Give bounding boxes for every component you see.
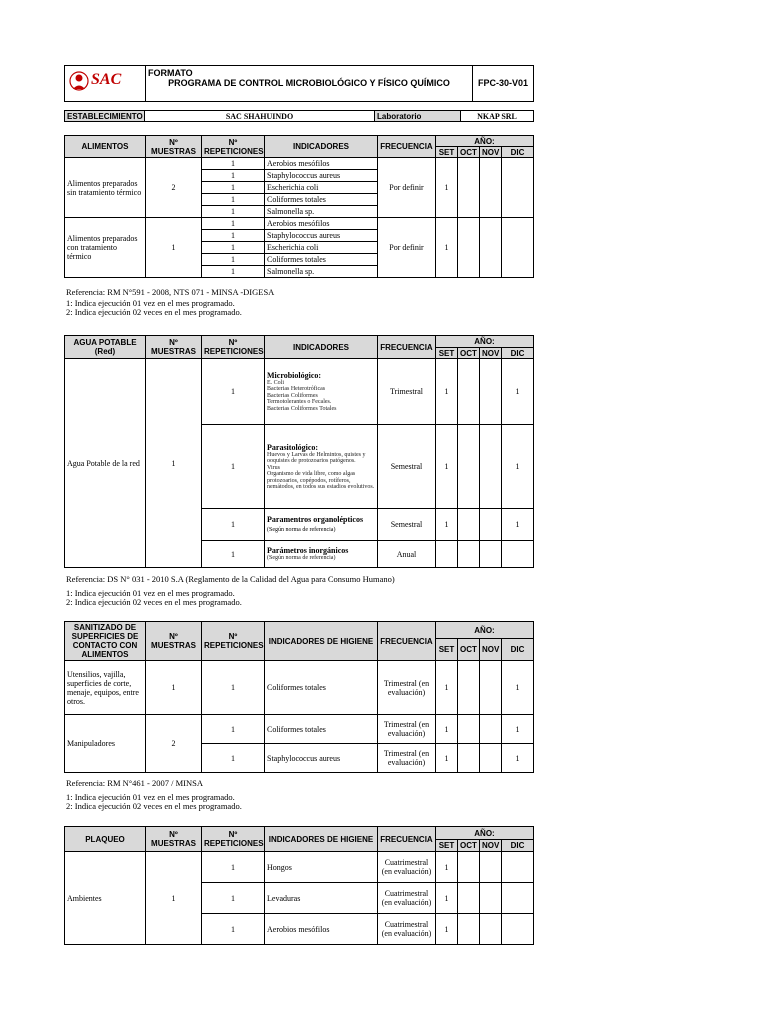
- col-alimentos: ALIMENTOS: [65, 136, 146, 158]
- rep-value: 1: [202, 242, 265, 254]
- set-value: 1: [436, 914, 458, 945]
- establecimiento-value: SAC SHAHUINDO: [145, 111, 375, 122]
- formato-label: FORMATO: [148, 68, 193, 78]
- muestras-value: 1: [146, 359, 202, 568]
- reference-2: Referencia: DS N° 031 - 2010 S.A (Reglamento de la Calidad del Agua para Consumo Humano): [66, 574, 395, 584]
- laboratorio-label: Laboratorio: [375, 111, 461, 122]
- month-set: SET: [436, 147, 458, 158]
- col-indicadores-higiene: INDICADORES DE HIGIENE: [265, 622, 378, 661]
- col-anio: AÑO:: [436, 827, 534, 840]
- indicator-title: Paramentros organolépticos: [267, 514, 364, 524]
- month-set: SET: [436, 840, 458, 852]
- indicator-title: Parámetros inorgánicos: [267, 546, 349, 556]
- logo-cell: [65, 66, 146, 102]
- indicator-title: Parasitológico:: [267, 442, 319, 452]
- indicator: Coliformes totales: [265, 661, 378, 715]
- month-set: SET: [436, 639, 458, 661]
- indicator: Aerobios mesófilos: [265, 218, 378, 230]
- set-value: 1: [436, 715, 458, 744]
- month-nov: NOV: [480, 639, 502, 661]
- month-oct: OCT: [458, 639, 480, 661]
- table-row: [65, 852, 534, 883]
- frecuencia-value: Trimestral: [378, 359, 436, 425]
- rep-value: 1: [202, 158, 265, 170]
- indicator: Escherichia coli: [265, 242, 378, 254]
- indicator: Escherichia coli: [265, 182, 378, 194]
- set-value: 1: [436, 852, 458, 883]
- indicator: Staphylococcus aureus: [265, 230, 378, 242]
- dic-value: [502, 541, 534, 568]
- laboratorio-value: NKAP SRL: [461, 111, 534, 122]
- col-indicadores: INDICADORES: [265, 336, 378, 359]
- muestras-value: 2: [146, 158, 202, 218]
- month-dic: DIC: [502, 147, 534, 158]
- rep-value: 1: [202, 206, 265, 218]
- group-name: Utensilios, vajilla, superficies de corte, menaje, equipos, entre otros.: [65, 661, 146, 715]
- col-muestras: Nº MUESTRAS: [146, 336, 202, 359]
- table-row: [65, 359, 534, 425]
- note-2: 2: Indica ejecución 02 veces en el mes programado.: [66, 307, 242, 317]
- sac-logo: [67, 67, 140, 98]
- indicator: Hongos: [265, 852, 378, 883]
- indicator: Coliformes totales: [265, 715, 378, 744]
- set-value: [436, 541, 458, 568]
- info-row: [64, 110, 534, 122]
- indicator: Levaduras: [265, 883, 378, 914]
- agua-potable-table: [64, 335, 534, 568]
- indicator: Coliformes totales: [265, 254, 378, 266]
- month-oct: OCT: [458, 840, 480, 852]
- frecuencia-value: Semestral: [378, 425, 436, 509]
- indicator: Salmonella sp.: [265, 206, 378, 218]
- sanitizado-table: [64, 621, 534, 773]
- col-anio: AÑO:: [436, 136, 534, 147]
- indicator-detail: (Según norma de referencia): [267, 526, 336, 533]
- group-name: Alimentos preparados sin tratamiento térmico: [65, 158, 146, 218]
- note-2: 2: Indica ejecución 02 veces en el mes programado.: [66, 597, 242, 607]
- set-value: 1: [436, 509, 458, 541]
- col-frecuencia: FRECUENCIA: [378, 136, 436, 158]
- group-name: Manipuladores: [65, 715, 146, 773]
- rep-value: 1: [202, 509, 265, 541]
- col-frecuencia: FRECUENCIA: [378, 336, 436, 359]
- col-plaqueo: PLAQUEO: [65, 827, 146, 852]
- group-name: Agua Potable de la red: [65, 359, 146, 568]
- frecuencia-value: Semestral: [378, 509, 436, 541]
- table-row: [65, 158, 534, 170]
- note-1: 1: Indica ejecución 01 vez en el mes programado.: [66, 588, 235, 598]
- table-row: [65, 715, 534, 744]
- dic-value: 1: [502, 744, 534, 773]
- rep-value: 1: [202, 883, 265, 914]
- reference-1: Referencia: RM N°591 - 2008, NTS 071 - MINSA -DIGESA: [66, 287, 275, 297]
- frecuencia-value: Trimestral (en evaluación): [378, 661, 436, 715]
- month-dic: DIC: [502, 840, 534, 852]
- set-value: 1: [436, 661, 458, 715]
- col-frecuencia: FRECUENCIA: [378, 622, 436, 661]
- frecuencia-value: Trimestral (en evaluación): [378, 744, 436, 773]
- set-value: 1: [436, 425, 458, 509]
- rep-value: 1: [202, 852, 265, 883]
- rep-value: 1: [202, 182, 265, 194]
- indicator-detail: (Según norma de referencia): [267, 555, 336, 562]
- dic-value: 1: [502, 359, 534, 425]
- frecuencia-value: Anual: [378, 541, 436, 568]
- indicator: Aerobios mesófilos: [265, 914, 378, 945]
- rep-value: 1: [202, 266, 265, 278]
- group-name: Alimentos preparados con tratamiento térmico: [65, 218, 146, 278]
- set-value: 1: [436, 883, 458, 914]
- col-indicadores: INDICADORES: [265, 136, 378, 158]
- rep-value: 1: [202, 170, 265, 182]
- rep-value: 1: [202, 715, 265, 744]
- indicator: Salmonella sp.: [265, 266, 378, 278]
- logo-text: SAC: [91, 71, 122, 88]
- col-sanitizado: SANITIZADO DE SUPERFICIES DE CONTACTO CON ALIMENTOS: [65, 622, 146, 661]
- col-anio: AÑO:: [436, 622, 534, 639]
- col-repeticiones: Nº REPETICIONES: [202, 827, 265, 852]
- rep-value: 1: [202, 218, 265, 230]
- muestras-value: 2: [146, 715, 202, 773]
- reference-3: Referencia: RM N°461 - 2007 / MINSA: [66, 778, 204, 788]
- col-frecuencia: FRECUENCIA: [378, 827, 436, 852]
- col-indicadores-higiene: INDICADORES DE HIGIENE: [265, 827, 378, 852]
- dic-value: 1: [502, 661, 534, 715]
- document-code: FPC-30-V01: [473, 66, 534, 102]
- rep-value: 1: [202, 254, 265, 266]
- rep-value: 1: [202, 194, 265, 206]
- muestras-value: 1: [146, 852, 202, 945]
- frecuencia-value: Trimestral (en evaluación): [378, 715, 436, 744]
- muestras-value: 1: [146, 661, 202, 715]
- rep-value: 1: [202, 359, 265, 425]
- col-anio: AÑO:: [436, 336, 534, 348]
- indicator: Staphylococcus aureus: [265, 170, 378, 182]
- month-oct: OCT: [458, 147, 480, 158]
- rep-value: 1: [202, 425, 265, 509]
- note-2: 2: Indica ejecución 02 veces en el mes programado.: [66, 801, 242, 811]
- dic-value: 1: [502, 715, 534, 744]
- indicator: Coliformes totales: [265, 194, 378, 206]
- dic-value: 1: [502, 425, 534, 509]
- set-value: 1: [436, 158, 458, 218]
- col-muestras: Nº MUESTRAS: [146, 622, 202, 661]
- rep-value: 1: [202, 661, 265, 715]
- col-repeticiones: Nº REPETICIONES: [202, 622, 265, 661]
- month-set: SET: [436, 348, 458, 359]
- col-muestras: Nº MUESTRAS: [146, 827, 202, 852]
- table-row: [65, 661, 534, 715]
- document-header: [64, 65, 534, 102]
- frecuencia-value: Cuatrimestral (en evaluación): [378, 914, 436, 945]
- frecuencia-value: Cuatrimestral (en evaluación): [378, 883, 436, 914]
- indicator-detail: E. Coli Bacterias Heterotróficas Bacterias Coliformes Termotolerantes o Fecales. Bacterias Coliformes Totales: [267, 379, 337, 412]
- month-dic: DIC: [502, 639, 534, 661]
- rep-value: 1: [202, 230, 265, 242]
- group-name: Ambientes: [65, 852, 146, 945]
- indicator: Aerobios mesófilos: [265, 158, 378, 170]
- set-value: 1: [436, 218, 458, 278]
- indicator-title: Microbiológico:: [267, 370, 322, 380]
- set-value: 1: [436, 744, 458, 773]
- establecimiento-label: ESTABLECIMIENTO: [65, 111, 145, 122]
- month-oct: OCT: [458, 348, 480, 359]
- table-row: [65, 218, 534, 230]
- month-dic: DIC: [502, 348, 534, 359]
- rep-value: 1: [202, 914, 265, 945]
- month-nov: NOV: [480, 147, 502, 158]
- col-repeticiones: Nº REPETICIONES: [202, 136, 265, 158]
- col-repeticiones: Nº REPETICIONES: [202, 336, 265, 359]
- indicator: Staphylococcus aureus: [265, 744, 378, 773]
- rep-value: 1: [202, 744, 265, 773]
- note-1: 1: Indica ejecución 01 vez en el mes programado.: [66, 298, 235, 308]
- frecuencia-value: Cuatrimestral (en evaluación): [378, 852, 436, 883]
- month-nov: NOV: [480, 840, 502, 852]
- frecuencia-value: Por definir: [378, 218, 436, 278]
- set-value: 1: [436, 359, 458, 425]
- plaqueo-table: [64, 826, 534, 945]
- alimentos-table: [64, 135, 534, 278]
- col-agua-potable: AGUA POTABLE (Red): [65, 336, 146, 359]
- document-title: PROGRAMA DE CONTROL MICROBIOLÓGICO Y FÍSICO QUÍMICO: [168, 78, 450, 88]
- note-1: 1: Indica ejecución 01 vez en el mes programado.: [66, 792, 235, 802]
- frecuencia-value: Por definir: [378, 158, 436, 218]
- muestras-value: 1: [146, 218, 202, 278]
- month-nov: NOV: [480, 348, 502, 359]
- rep-value: 1: [202, 541, 265, 568]
- indicator-detail: Huevos y Larvas de Helmintos, quistes y ooquistes de protozoarios patógenos. Virus Organismo de vida libre, como algas protozoarios, copépodos, rotíferos, nemátodos, en todos sus estadios evolutivos.: [267, 451, 375, 490]
- dic-value: 1: [502, 509, 534, 541]
- col-muestras: Nº MUESTRAS: [146, 136, 202, 158]
